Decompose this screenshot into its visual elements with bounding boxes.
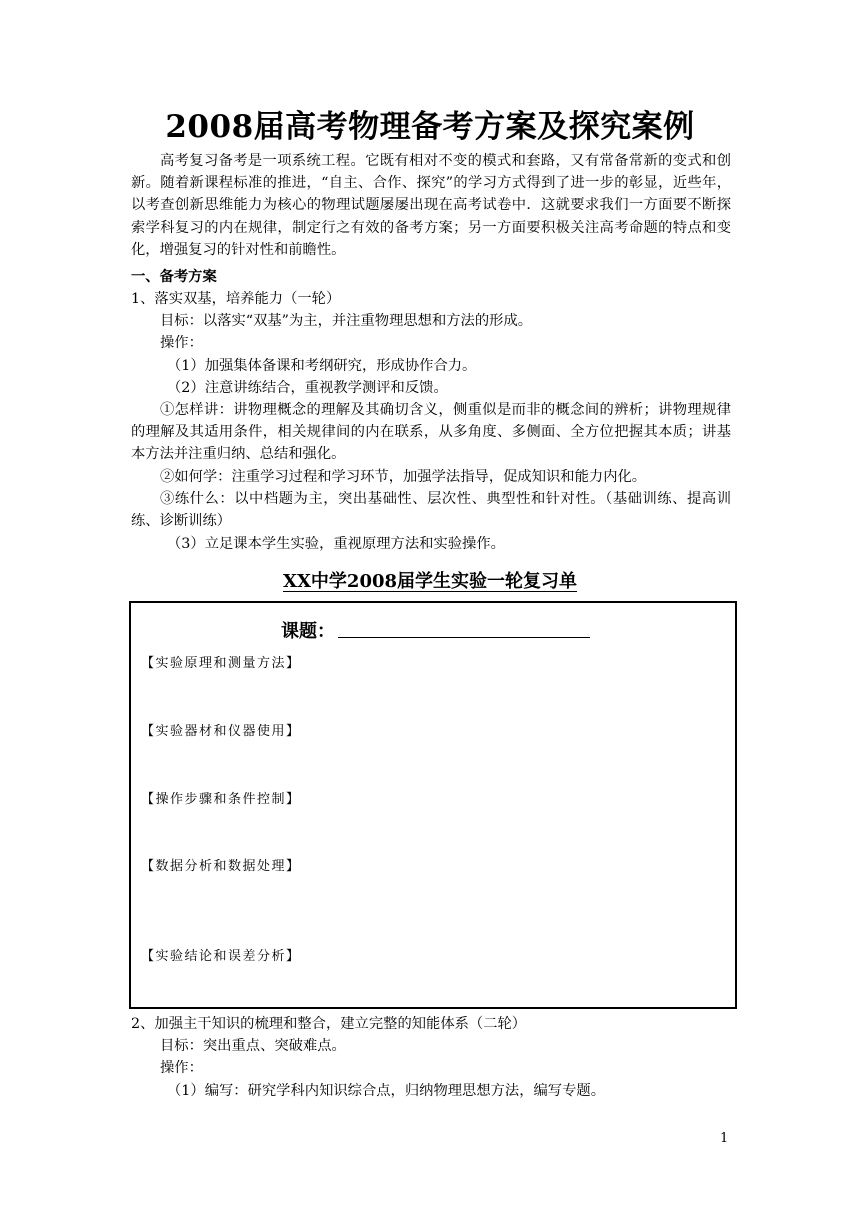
sheet-section-conclusion: 【实验结论和误差分析】 [141,949,301,964]
sheet-section-data-analysis: 【数据分析和数据处理】 [141,859,301,874]
item-1-what-to-practice: ③练什么：以中档题为主，突出基础性、层次性、典型性和针对性。（基础训练、提高训练、诊断训练） [131,491,731,530]
topic-blank-line [338,637,590,638]
topic-label: 课题： [281,621,335,642]
item-1-how-to-teach: ①怎样讲：讲物理概念的理解及其确切含义，侧重似是而非的概念间的辨析；讲物理规律的理解及其适用条件，相关规律间的内在联系，从多角度、多侧面、全方位把握其本质；讲基本方法并注重归纳、总结和强化。 [131,402,731,463]
sheet-section-principle: 【实验原理和测量方法】 [141,656,301,671]
item-1-goal: 目标：以落实“双基”为主，并注重物理思想和方法的形成。 [160,313,533,329]
item-1-point-2: （2）注意讲练结合，重视教学测评和反馈。 [167,380,448,396]
item-2-operation: 操作： [160,1060,203,1076]
section-heading-plan: 一、备考方案 [131,269,217,285]
item-1-point-3: （3）立足课本学生实验，重视原理方法和实验操作。 [167,536,505,552]
item-1-point-1: （1）加强集体备课和考纲研究，形成协作合力。 [167,358,477,374]
item-1-how-to-learn: ②如何学：注重学习过程和学习环节，加强学法指导，促成知识和能力内化。 [160,469,647,485]
review-sheet-box [129,601,737,1009]
document-title: 2008届高考物理备考方案及探究案例 [165,109,695,145]
item-1-operation: 操作： [160,335,203,351]
item-2-goal: 目标：突出重点、突破难点。 [160,1038,346,1054]
page-number: 1 [720,1131,729,1146]
item-2-heading: 2、加强主干知识的梳理和整合，建立完整的知能体系（二轮） [131,1016,527,1032]
item-1-heading: 1、落实双基，培养能力（一轮） [131,291,341,307]
item-2-point-1: （1）编写：研究学科内知识综合点，归纳物理思想方法，编写专题。 [167,1083,605,1099]
review-sheet-title: XX中学2008届学生实验一轮复习单 [282,571,578,592]
sheet-section-procedure: 【操作步骤和条件控制】 [141,792,301,807]
sheet-section-equipment: 【实验器材和仪器使用】 [141,724,301,739]
intro-paragraph: 高考复习备考是一项系统工程。它既有相对不变的模式和套路，又有常备常新的变式和创新。随着新课程标准的推进，“自主、合作、探究”的学习方式得到了进一步的彰显，近些年，以考查创新思维能力为核心的物理试题屡屡出现在高考试卷中．这就要求我们一方面要不断探索学科复习的内在规律，制定行之有效的备考方案；另一方面要积极关注高考命题的特点和变化，增强复习的针对性和前瞻性。 [131,153,731,258]
